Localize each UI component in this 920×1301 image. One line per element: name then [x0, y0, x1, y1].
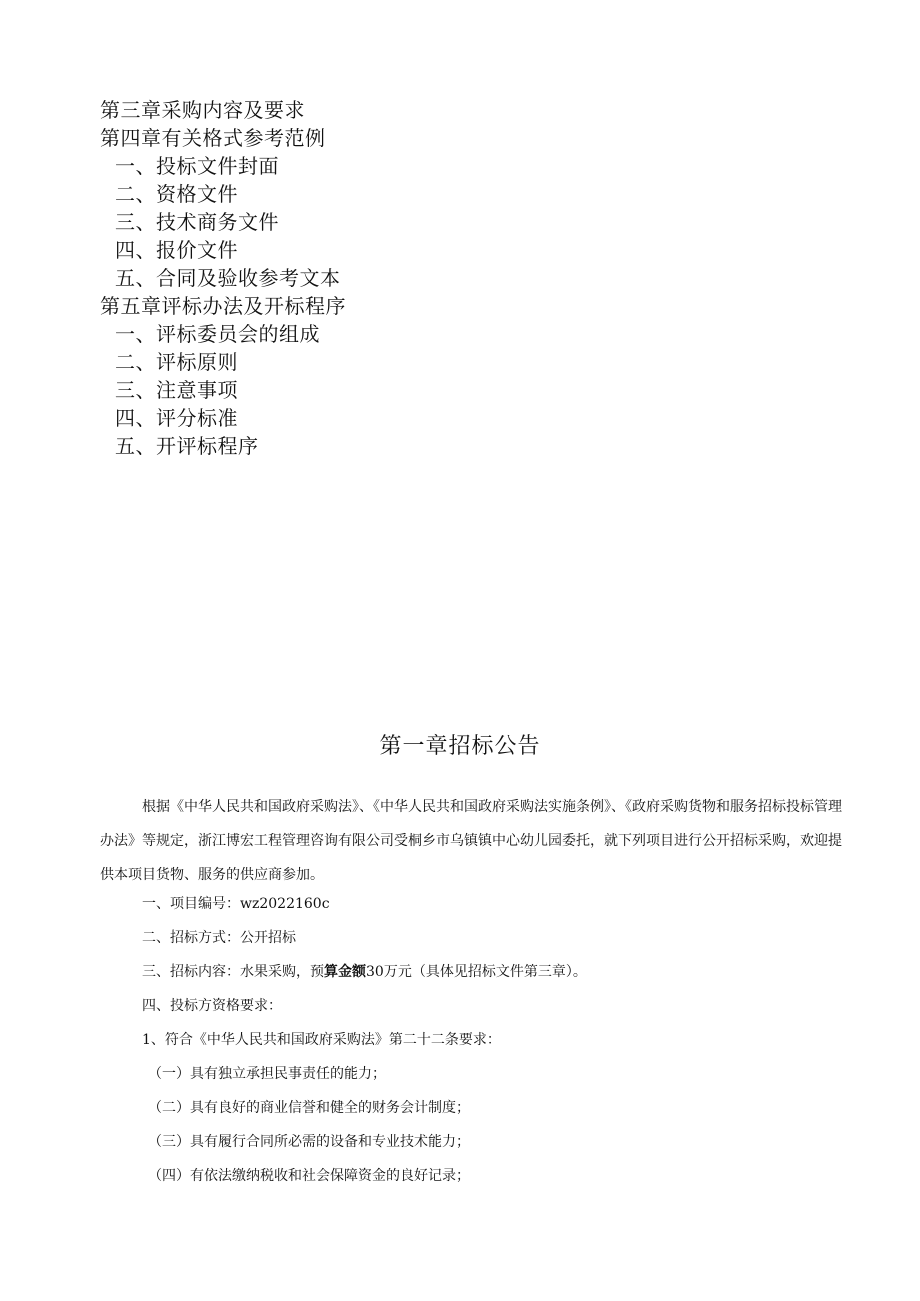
requirement-item: （四）有依法缴纳税收和社会保障资金的良好记录； [148, 1168, 470, 1184]
toc-item: 二、资格文件 [115, 182, 238, 206]
procurement-content [142, 962, 587, 982]
project-number: 一、项目编号：wz2022160c [142, 896, 330, 912]
procurement-method: 二、招标方式：公开招标 [142, 930, 296, 946]
toc-item: 二、评标原则 [115, 350, 238, 374]
toc-item: 三、注意事项 [115, 378, 238, 402]
content-bold: 算金额 [324, 964, 366, 980]
requirement-1: 1、符合《中华人民共和国政府采购法》第二十二条要求： [142, 1032, 501, 1048]
toc-item: 五、合同及验收参考文本 [115, 266, 341, 290]
content-suffix: 30万元（具体见招标文件第三章）。 [366, 964, 587, 980]
toc-chapter-3: 第三章采购内容及要求 [100, 98, 305, 122]
toc-item: 四、评分标准 [115, 406, 238, 430]
requirement-item: （二）具有良好的商业信誉和健全的财务会计制度； [148, 1100, 470, 1116]
toc-item: 三、技术商务文件 [115, 210, 279, 234]
toc-item: 一、评标委员会的组成 [115, 322, 320, 346]
content-prefix: 三、招标内容：水果采购，预 [142, 964, 324, 980]
toc-item: 五、开评标程序 [115, 434, 259, 458]
intro-paragraph: 根据《中华人民共和国政府采购法》、《中华人民共和国政府采购法实施条例》、《政府采购货物和服务招标投标管理办法》等规定，浙江博宏工程管理咨询有限公司受桐乡市乌镇镇中心幼儿园委托，就下列项目进行公开招标采购，欢迎提供本项目货物、服务的供应商参加。 [100, 799, 842, 883]
toc-item: 四、报价文件 [115, 238, 238, 262]
qualification-heading: 四、投标方资格要求： [142, 998, 282, 1014]
requirement-item: （一）具有独立承担民事责任的能力； [148, 1066, 386, 1082]
toc-item: 一、投标文件封面 [115, 154, 279, 178]
table-of-contents [100, 96, 346, 460]
requirement-item: （三）具有履行合同所必需的设备和专业技术能力； [148, 1134, 470, 1150]
toc-chapter-5: 第五章评标办法及开标程序 [100, 294, 346, 318]
toc-chapter-4: 第四章有关格式参考范例 [100, 126, 326, 150]
chapter-title: 第一章招标公告 [379, 734, 541, 759]
